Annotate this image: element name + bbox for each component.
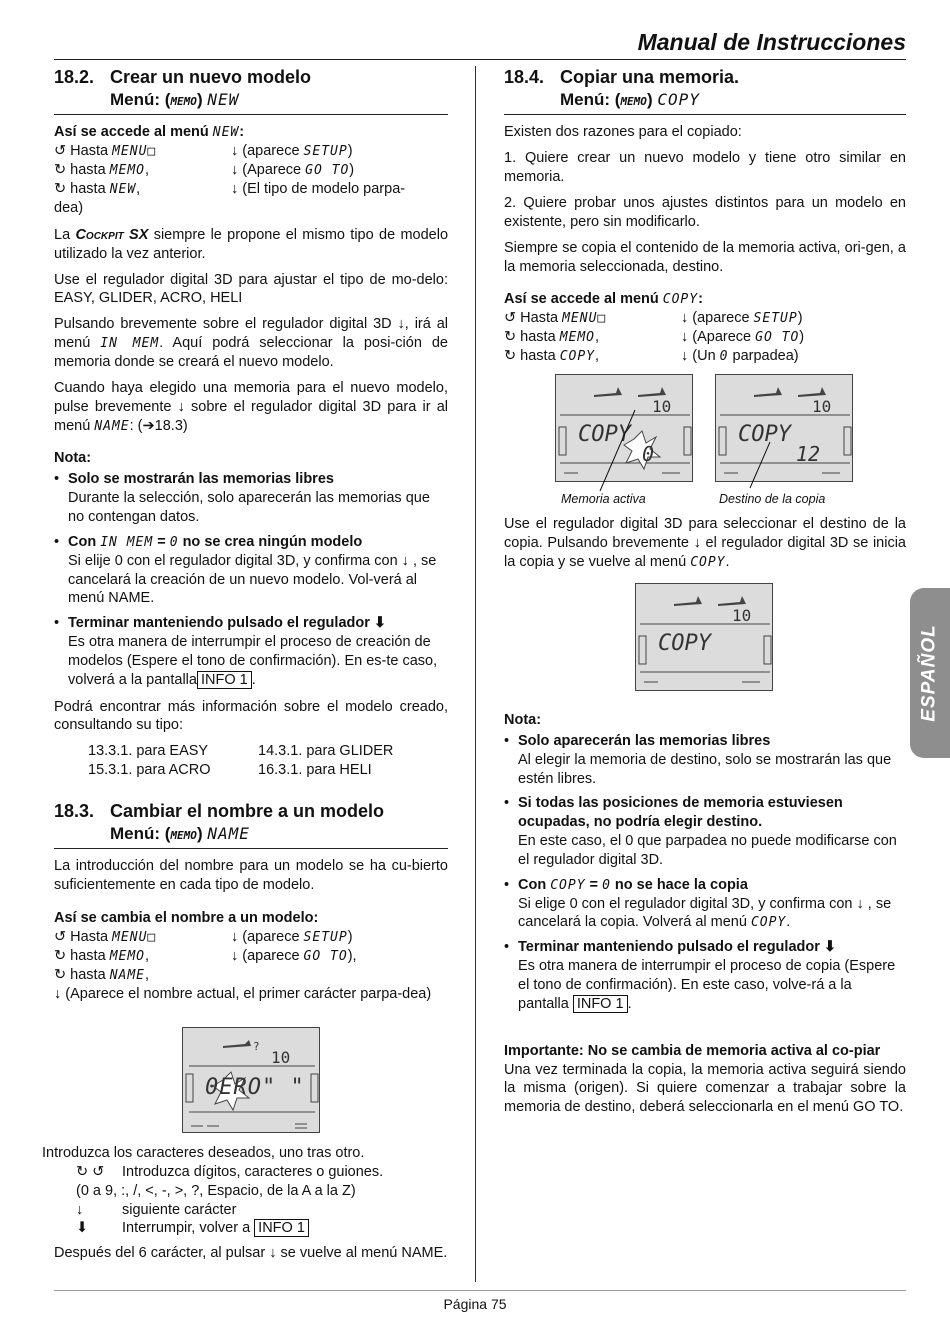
note-list: [504, 732, 906, 1014]
info-screen-label: INFO 1: [573, 995, 628, 1013]
step-text: ↓ (aparece: [681, 310, 754, 327]
text: Si elige 0 con el regulador digital 3D, y confirma con ↓ , se cancelará la copia. Volverá al menú: [518, 895, 892, 931]
step-3-left: [54, 180, 231, 199]
lcd-name-screen: [182, 1027, 320, 1133]
step-text: ↓ (Aparece: [681, 329, 756, 346]
step-text: parpadea): [728, 348, 799, 365]
name-instructions: [42, 1144, 462, 1270]
menu-close: ): [196, 90, 203, 110]
step-text: ): [347, 928, 353, 945]
note-title: • Solo se mostrarán las memorias libres: [68, 471, 334, 488]
note-item: [504, 732, 906, 789]
instruction-text: Introduzca dígitos, caracteres o guiones.: [122, 1163, 384, 1180]
text: Use el regulador digital 3D para seleccionar el destino de la copia. Pulsando brevemente ↓ el regulador digital 3D se inicia la copia y se vuelve al menú: [504, 516, 906, 570]
left-column: [54, 66, 448, 1011]
text: Con: [68, 533, 101, 550]
step-2-right: [231, 161, 448, 180]
lcd-question: ?: [253, 1040, 260, 1053]
step-menu: NAME: [109, 967, 145, 983]
note-title: • Solo aparecerán las memorias libres: [518, 732, 771, 749]
lcd-digit: 0: [169, 534, 179, 550]
section-number: 18.3.: [54, 800, 95, 821]
menu-ref: NAME: [94, 418, 130, 434]
text: : (➔18.3): [129, 417, 188, 434]
step-1-right: [231, 928, 448, 947]
section-menu: [54, 89, 448, 111]
step-3-right: [681, 347, 906, 366]
text: Interrumpir, volver a: [122, 1220, 255, 1237]
step-text: ↓ (Aparece: [231, 162, 306, 179]
step-text: ,: [145, 947, 150, 964]
lcd-memory-number: 10: [652, 397, 672, 416]
instruction-text: (0 a 9, :, /, <, -, >, ?, Espacio, de la A a la Z): [76, 1182, 356, 1199]
step-2-left: [504, 328, 681, 347]
lcd-name-value: 0ERO" ": [205, 1075, 305, 1100]
footer-rule: [54, 1290, 906, 1291]
step-menu: MENU□: [562, 311, 607, 327]
note-body: Al elegir la memoria de destino, solo se mostrarán las que estén libres.: [518, 751, 892, 787]
copy-notes: [504, 711, 906, 1124]
section-menu: [504, 89, 906, 111]
text: Es otra manera de interrumpir el proceso de copia (Espere el tono de confirmación). En este caso, volve-rá a la pantalla: [518, 958, 896, 1012]
section-18-4-heading: [504, 66, 906, 115]
access-menu: NEW: [212, 125, 240, 141]
section-number: 18.2.: [54, 67, 95, 87]
step-text: ↻ hasta: [54, 966, 110, 983]
menu-ref: COPY: [750, 915, 787, 931]
caption-active-memory: Memoria activa: [561, 492, 646, 506]
lcd-memory-number: 10: [732, 606, 752, 625]
access-heading: Así se cambia el nombre a un modelo:: [54, 910, 319, 927]
menu-ref: IN MEM: [100, 336, 160, 352]
column-divider: [475, 66, 476, 1282]
lcd-copy-menu: [635, 583, 773, 691]
right-column: [504, 66, 906, 366]
note-title: • Si todas las posiciones de memoria estuviesen ocupadas, no podría elegir destino.: [518, 795, 843, 831]
lcd-menu-label: COPY: [738, 422, 791, 447]
menu-parent: MEMO: [170, 829, 197, 843]
step-text: ): [349, 162, 355, 179]
step-text: ↓ (aparece: [231, 143, 304, 160]
caption-pointer-destination: [740, 440, 780, 490]
text: .: [251, 671, 256, 688]
text: =: [153, 533, 170, 550]
note-item: [504, 794, 906, 869]
step-menu: GO TO: [305, 163, 350, 179]
long-press-icon: ⬇: [76, 1220, 89, 1237]
step-menu: GO TO: [303, 948, 348, 964]
lcd-copy-destination: [715, 374, 853, 482]
info-screen-label: INFO 1: [197, 671, 252, 689]
page-number: Página 75: [443, 1296, 507, 1312]
menu-ref: COPY: [550, 877, 586, 893]
important-heading: Importante: No se cambia de memoria activa al co-piar: [504, 1042, 881, 1059]
instruction-text: [122, 1219, 462, 1238]
step-text: ,: [595, 348, 600, 365]
manual-title: Manual de Instrucciones: [637, 29, 906, 55]
step-text: ),: [347, 947, 357, 964]
reference-item: 15.3.1. para ACRO: [88, 762, 211, 779]
text: no se crea ningún modelo: [178, 533, 363, 550]
menu-name: NEW: [207, 90, 240, 110]
step-text: ,: [595, 329, 600, 346]
paragraph: La introducción del nombre para un modelo se ha cu-bierto suficientemente en cada tipo de modelo.: [54, 858, 448, 894]
note-item: [54, 614, 448, 689]
step-text: ,: [136, 181, 141, 198]
lcd-memory-number: 10: [271, 1048, 291, 1067]
section-number: 18.4.: [504, 67, 545, 87]
step-3-left: [504, 347, 681, 366]
copy-instructions: [504, 515, 906, 579]
menu-prefix: Menú: (: [110, 824, 171, 844]
step-3-continued: dea): [54, 200, 84, 217]
menu-parent: MEMO: [620, 95, 647, 109]
lcd-digit: 0: [602, 877, 611, 893]
step-text: ↺ Hasta: [54, 928, 113, 945]
paragraph: [54, 226, 448, 264]
access-colon: :: [239, 124, 245, 141]
step-3-left: [54, 966, 231, 985]
text: .: [786, 914, 791, 931]
step-3-right: ↓ (El tipo de modelo parpa-: [231, 181, 406, 198]
section-title: Crear un nuevo modelo: [110, 67, 312, 87]
instruction-list: [42, 1201, 462, 1239]
text: siempre le propone el mismo tipo de modelo utilizado la vez anterior.: [54, 226, 449, 262]
section-title: Copiar una memoria.: [560, 67, 740, 87]
step-4: ↓ (Aparece el nombre actual, el primer carácter parpa-dea): [54, 985, 432, 1002]
note-body: [68, 633, 448, 690]
step-text: ,: [145, 162, 150, 179]
paragraph: Siempre se copia el contenido de la memoria activa, ori-gen, a la memoria seleccionada, destino.: [504, 239, 906, 275]
step-text: ↻ hasta: [504, 329, 560, 346]
lcd-value: 0: [642, 442, 655, 466]
section-title: Cambiar el nombre a un modelo: [110, 800, 385, 821]
text: Con: [518, 876, 551, 893]
paragraph: [54, 315, 448, 372]
caption-pointers: [580, 405, 700, 495]
step-text: ↓ (aparece: [231, 928, 304, 945]
note-body: [518, 957, 906, 1014]
page-header: [54, 28, 906, 60]
step-menu: SETUP: [303, 144, 348, 160]
lcd-value: 12: [796, 442, 821, 466]
access-colon: :: [698, 291, 703, 308]
access-menu: COPY: [662, 292, 699, 308]
note-list: [54, 470, 448, 689]
text: =: [585, 876, 603, 893]
step-2-right: [231, 947, 448, 966]
step-text: ,: [145, 966, 150, 983]
menu-parent: MEMO: [170, 95, 197, 109]
brand-name: Cockpit SX: [75, 226, 149, 243]
reference-item: 14.3.1. para GLIDER: [258, 743, 394, 760]
important-body: Una vez terminada la copia, la memoria activa seguirá siendo la misma (origen). Si quiere comenzar a trabajar sobre la memoria de destino, deberá seleccionarla en el menú GO TO.: [504, 1061, 906, 1116]
access-heading: [504, 290, 906, 309]
step-menu: MEMO: [109, 948, 145, 964]
paragraph: Podrá encontrar más información sobre el modelo creado, consultando su tipo:: [54, 698, 448, 734]
step-text: ↓ (aparece: [231, 947, 304, 964]
step-menu: MENU□: [112, 144, 157, 160]
lcd-digit: 0: [719, 349, 729, 365]
reference-item: 13.3.1. para EASY: [88, 743, 209, 760]
text: . Aquí podrá seleccionar la posi-ción de memoria donde se creará el nuevo modelo.: [54, 335, 448, 370]
note-body: [518, 895, 906, 933]
step-1-left: [54, 928, 231, 947]
step-text: ↓ (Un: [681, 348, 720, 365]
text: no se hace la copia: [610, 876, 748, 893]
access-steps: [54, 928, 448, 985]
note-title: [518, 876, 906, 895]
note-item: [504, 938, 906, 1013]
language-tab-label: ESPAÑOL: [918, 624, 940, 722]
note-body: En este caso, el 0 que parpadea no puede modificarse con el regulador digital 3D.: [518, 833, 897, 868]
step-menu: COPY: [559, 349, 595, 365]
step-1-right: [231, 142, 448, 161]
step-menu: SETUP: [753, 311, 798, 327]
step-text: ): [347, 143, 353, 160]
caption-destination: Destino de la copia: [719, 492, 826, 506]
paragraph: Introduzca los caracteres deseados, uno tras otro.: [42, 1145, 365, 1161]
lcd-memory-number: 10: [812, 397, 832, 416]
menu-prefix: Menú: (: [110, 90, 171, 110]
access-steps: [504, 309, 906, 366]
step-1-left: [504, 309, 681, 328]
menu-name: NAME: [207, 824, 250, 844]
paragraph: 2. Quiere probar unos ajustes distintos para un modelo en existente, pero sin modificarlo.: [504, 195, 906, 230]
step-menu: MEMO: [559, 330, 595, 346]
note-title: [68, 533, 448, 552]
step-text: ↻ hasta: [54, 181, 110, 198]
note-item: [54, 533, 448, 608]
reference-item: 16.3.1. para HELI: [258, 762, 372, 779]
paragraph: Use el regulador digital 3D para ajustar el tipo de mo-delo: EASY, GLIDER, ACRO, HELI: [54, 271, 448, 307]
section-18-2-heading: [54, 66, 448, 115]
step-2-left: [54, 161, 231, 180]
access-label: Así se accede al menú: [54, 124, 213, 141]
note-item: [504, 876, 906, 933]
menu-ref: COPY: [690, 554, 726, 570]
menu-close: ): [196, 824, 203, 844]
paragraph: 1. Quiere crear un nuevo modelo y tiene otro similar en memoria.: [504, 150, 906, 186]
section-menu: [54, 823, 448, 845]
note-heading: Nota:: [504, 712, 542, 728]
reference-list: [54, 742, 448, 780]
text: Es otra manera de interrumpir el proceso de creación de modelos (Espere el tono de confirmación). En es-te caso, volverá a la pantalla: [68, 634, 438, 688]
instruction-list: [42, 1163, 462, 1182]
step-menu: NEW: [109, 182, 137, 198]
step-menu: MENU□: [112, 929, 157, 945]
note-heading: Nota:: [54, 450, 92, 467]
access-heading: [54, 123, 448, 142]
step-text: ↻ hasta: [54, 947, 110, 964]
text: Pulsando brevemente sobre el regulador digital 3D ↓, irá al menú: [54, 316, 448, 352]
text: .: [627, 995, 632, 1012]
menu-name: COPY: [657, 90, 700, 110]
press-icon: ↓: [76, 1201, 84, 1218]
text: La: [54, 226, 76, 243]
info-screen-label: INFO 1: [254, 1219, 309, 1237]
step-text: ): [799, 329, 805, 346]
step-1-left: [54, 142, 231, 161]
step-menu: GO TO: [755, 330, 800, 346]
note-title: • Terminar manteniendo pulsado el regulador ⬇: [518, 939, 837, 956]
note-title: • Terminar manteniendo pulsado el regulador ⬇: [68, 615, 387, 632]
step-text: ↺ Hasta: [504, 310, 563, 327]
step-2-left: [54, 947, 231, 966]
rotate-icon: ↻ ↺: [76, 1163, 105, 1180]
section-18-3-heading: [54, 800, 448, 849]
step-text: ↻ hasta: [504, 348, 560, 365]
lcd-menu-label: COPY: [578, 422, 631, 447]
note-body: Si elije 0 con el regulador digital 3D, y confirma con ↓ , se cancelará la creación de un nuevo modelo. Vol-verá al menú NAME.: [68, 552, 437, 607]
step-menu: SETUP: [303, 929, 348, 945]
paragraph: Existen dos razones para el copiado:: [504, 124, 742, 141]
access-steps: [54, 142, 448, 199]
step-text: ↻ hasta: [54, 162, 110, 179]
step-menu: MEMO: [109, 163, 145, 179]
language-tab: [910, 588, 950, 758]
menu-close: ): [646, 90, 653, 110]
step-2-right: [681, 328, 906, 347]
text: Cuando haya elegido una memoria para el nuevo modelo, pulse brevemente ↓ sobre el regulador digital 3D para ir al menú: [54, 379, 448, 434]
access-label: Así se accede al menú: [504, 291, 663, 308]
paragraph: [504, 515, 906, 572]
step-text: ): [797, 310, 803, 327]
menu-ref: IN MEM: [100, 534, 154, 550]
lcd-menu-label: COPY: [658, 631, 711, 656]
paragraph: Después del 6 carácter, al pulsar ↓ se vuelve al menú NAME.: [54, 1245, 448, 1262]
step-1-right: [681, 309, 906, 328]
step-text: ↺ Hasta: [54, 143, 113, 160]
menu-prefix: Menú: (: [560, 90, 621, 110]
note-body: Durante la selección, solo aparecerán las memorias que no contengan datos.: [68, 490, 430, 525]
text: .: [725, 553, 730, 570]
note-item: [54, 470, 448, 527]
instruction-text: siguiente carácter: [122, 1201, 237, 1218]
paragraph: [54, 379, 448, 436]
